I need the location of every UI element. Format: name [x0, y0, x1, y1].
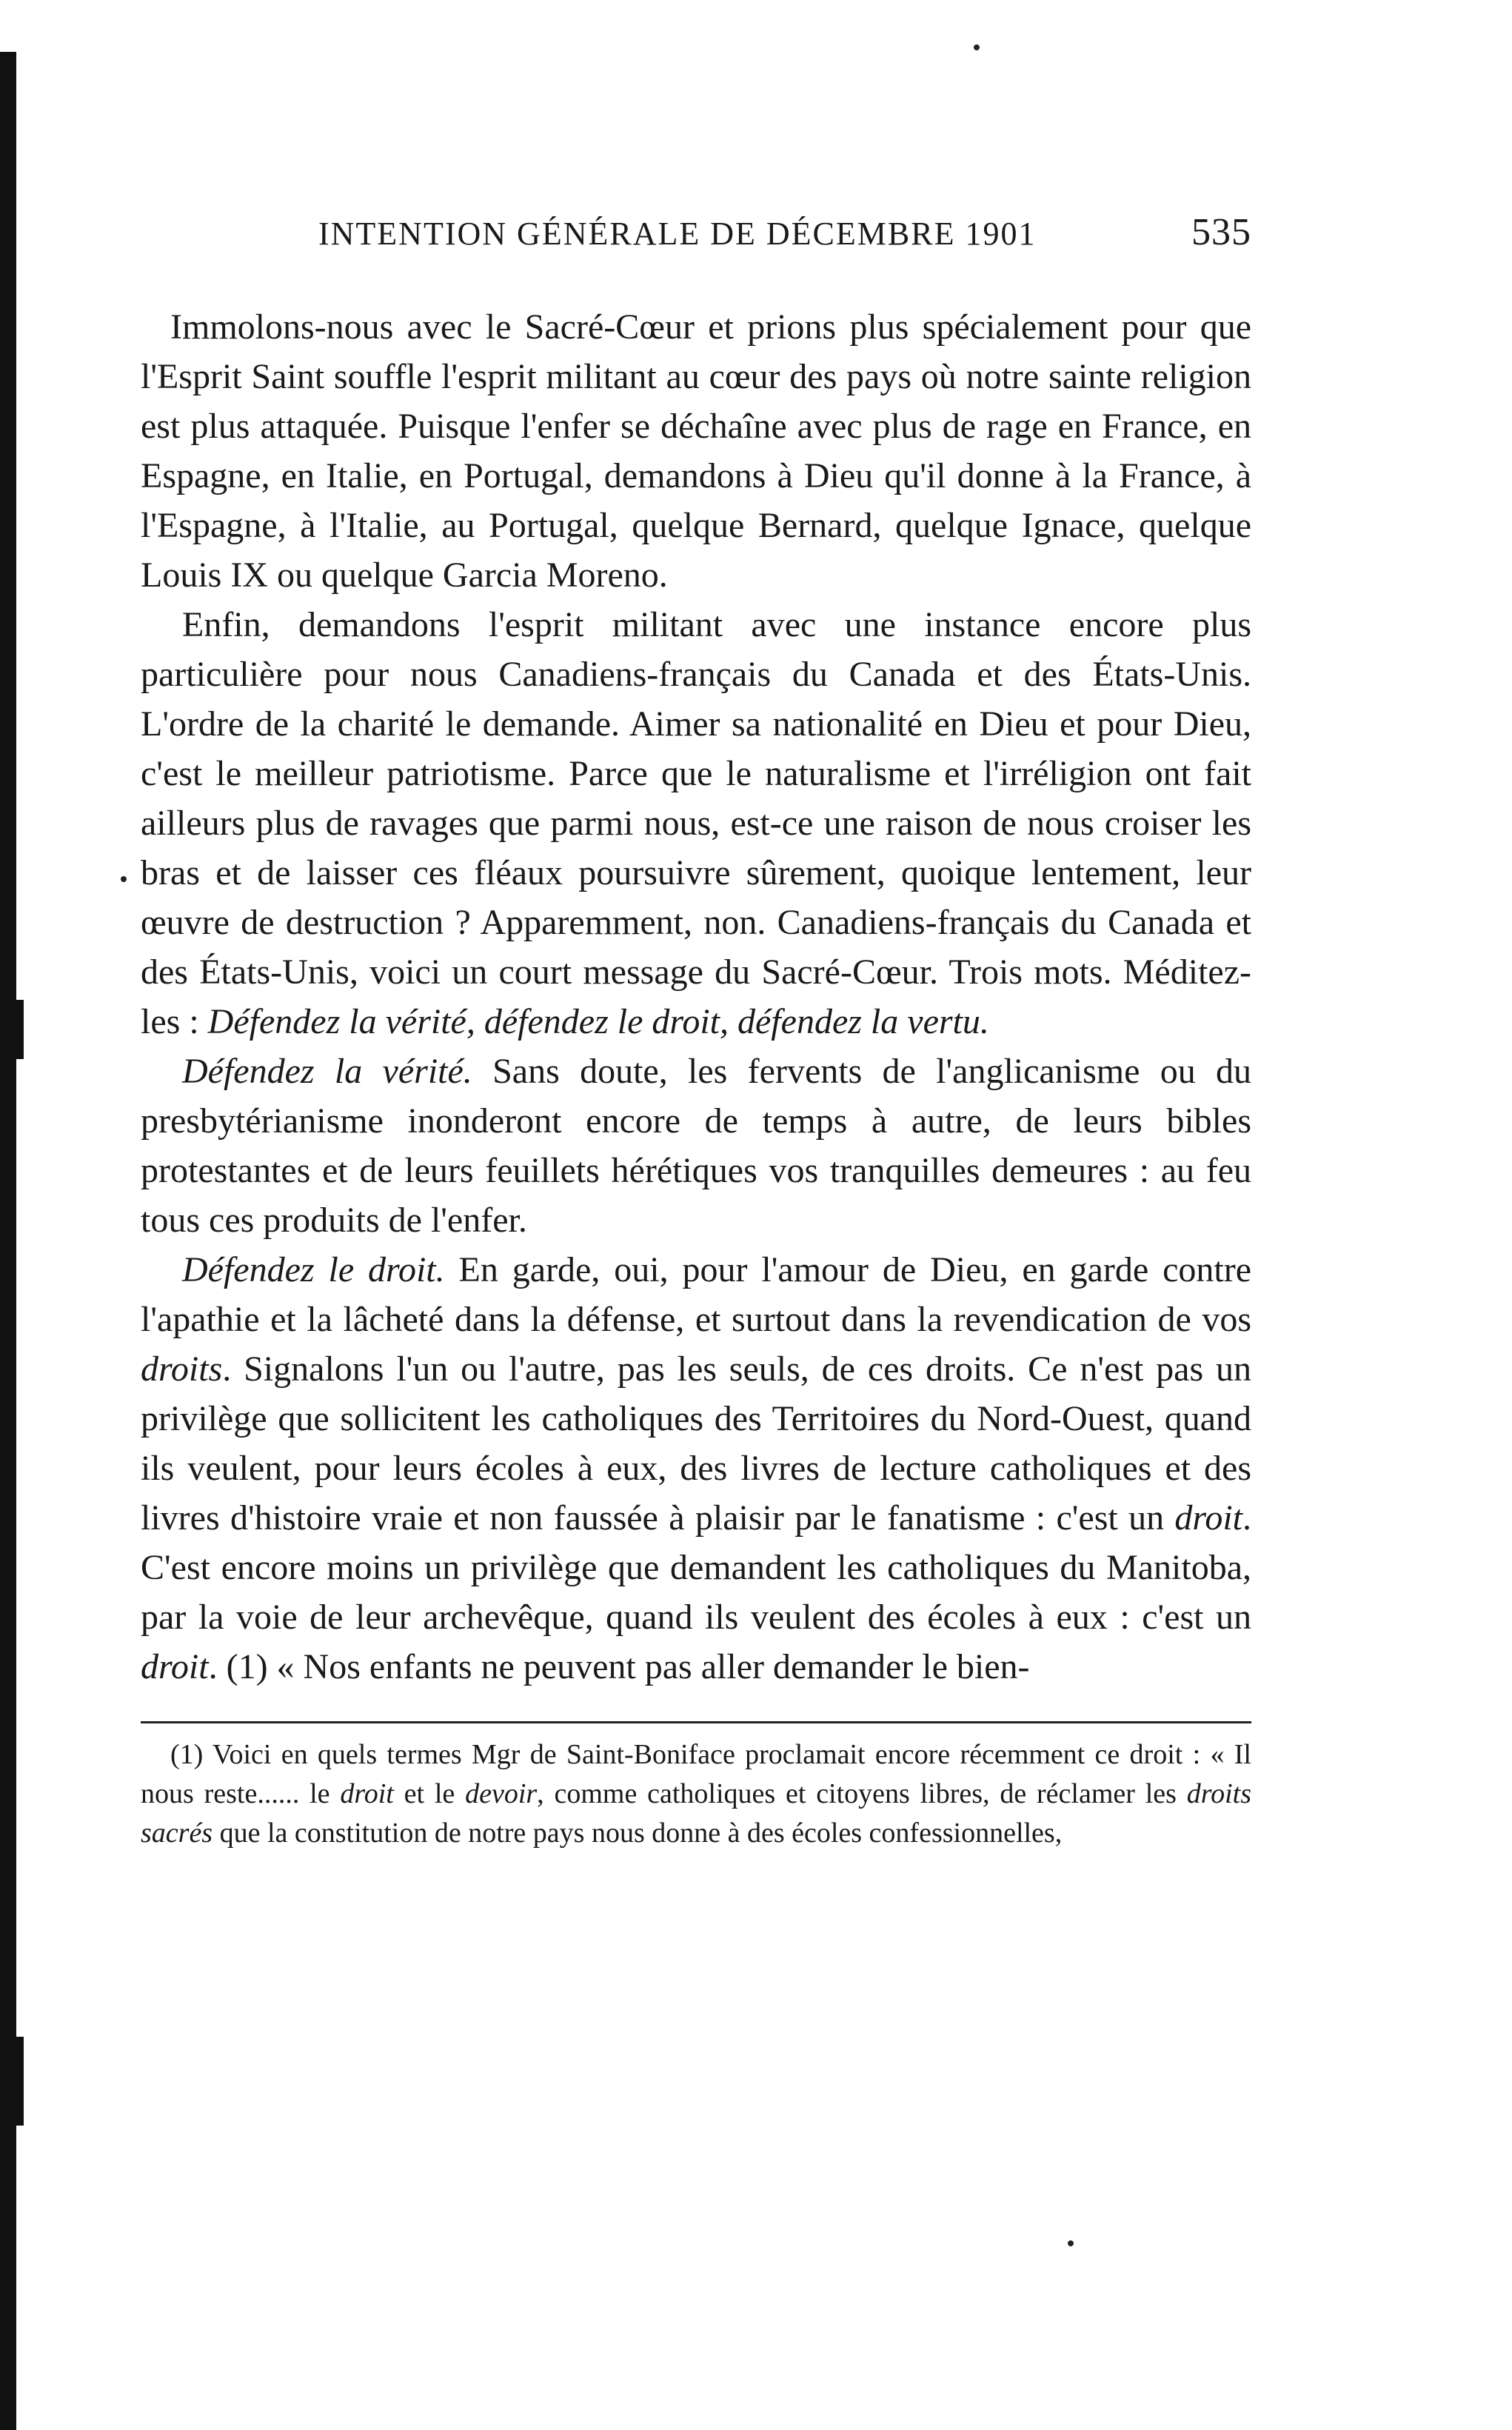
book-page: [141, 211, 1252, 1853]
scan-edge-notch: [16, 1000, 24, 1059]
scan-speck: [974, 44, 980, 50]
page-number: 535: [1191, 211, 1251, 253]
body-text: [141, 302, 1251, 1692]
italic-emphasis: Défendez la vérité.: [182, 1052, 472, 1091]
scan-edge: [0, 52, 16, 2430]
italic-emphasis: Défendez la vérité, défendez le droit, défendez la vertu.: [207, 1002, 989, 1041]
footnote: (1) Voici en quels termes Mgr de Saint-Boniface proclamait encore récemment ce droit : « Il nous reste...... le droit et le devoir, comme catholiques et citoyens libres, de réclamer les droits sacrés que la constitution de notre pays nous donne à des écoles confessionnelles,: [141, 1739, 1251, 1849]
paragraph: Défendez le droit. En garde, oui, pour l'amour de Dieu, en garde contre l'apathie et la lâcheté dans la défense, et surtout dans la revendication de vos droits. Signalons l'un ou l'autre, pas les seuls, de ces droits. Ce n'est pas un privilège que sollicitent les catholiques des Territoires du Nord-Ouest, quand ils veulent, pour leurs écoles à eux, des livres de lecture catholiques et des livres d'histoire vraie et non faussée à plaisir par le fanatisme : c'est un droit. C'est encore moins un privilège que demandent les catholiques du Manitoba, par la voie de leur archevêque, quand ils veulent des écoles à eux : c'est un droit. (1) « Nos enfants ne peuvent pas aller demander le bien-: [141, 1250, 1251, 1686]
footnote-rule: [141, 1721, 1251, 1723]
running-head-title: INTENTION GÉNÉRALE DE DÉCEMBRE 1901: [318, 216, 1037, 252]
italic-emphasis: droit: [1174, 1498, 1242, 1538]
italic-emphasis: droit: [141, 1647, 209, 1686]
scan-speck: [121, 876, 127, 882]
scan-speck: [1068, 2240, 1074, 2246]
paragraph: Enfin, demandons l'esprit militant avec une instance encore plus particulière pour nous Canadiens-français du Canada et des États-Unis. L'ordre de la charité le demande. Aimer sa nationalité en Dieu et pour Dieu, c'est le meilleur patriotisme. Parce que le naturalisme et l'irréligion ont fait ailleurs plus de ravages que parmi nous, est-ce une raison de nous croiser les bras et de laisser ces fléaux poursuivre sûrement, quoique lentement, leur œuvre de destruction ? Apparemment, non. Canadiens-français du Canada et des États-Unis, voici un court message du Sacré-Cœur. Trois mots. Méditez-les : Défendez la vérité, défendez le droit, défendez la vertu.: [141, 605, 1251, 1041]
italic-emphasis: Défendez le droit.: [182, 1250, 445, 1289]
footnotes: [141, 1735, 1251, 1853]
paragraph: Immolons-nous avec le Sacré-Cœur et prions plus spécialement pour que l'Esprit Saint souffle l'esprit militant au cœur des pays où notre sainte religion est plus attaquée. Puisque l'enfer se déchaîne avec plus de rage en France, en Espagne, en Italie, en Portugal, demandons à Dieu qu'il donne à la France, à l'Espagne, à l'Italie, au Portugal, quelque Bernard, quelque Ignace, quelque Louis IX ou quelque Garcia Moreno.: [141, 307, 1251, 595]
running-head: [141, 211, 1251, 267]
paragraph: Défendez la vérité. Sans doute, les fervents de l'anglicanisme ou du presbytérianisme inonderont encore de temps à autre, de leurs bibles protestantes et de leurs feuillets hérétiques vos tranquilles demeures : au feu tous ces produits de l'enfer.: [141, 1052, 1252, 1240]
italic-emphasis: droits: [141, 1349, 223, 1389]
scan-edge-notch: [16, 2037, 24, 2126]
